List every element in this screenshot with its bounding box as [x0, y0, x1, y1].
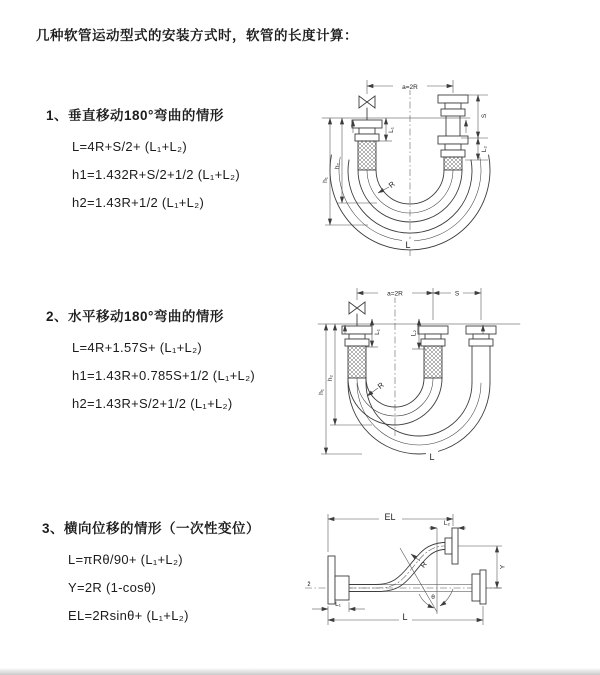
section-1: [46, 104, 240, 217]
section-2-heading: 2、水平移动180°弯曲的情形: [46, 309, 224, 324]
section-3-heading: 3、横向位移的情形（一次性变位）: [42, 521, 261, 536]
formula: h1=1.43R+0.785S+1/2 (L₁+L₂): [72, 368, 256, 383]
dim-label-h1: h₁: [318, 389, 325, 395]
valve-icon: [359, 96, 375, 120]
dim-label-l1: L₁: [374, 329, 381, 335]
diagram-vertical-180-bend: [313, 70, 595, 265]
page-title: 几种软管运动型式的安装方式时，软管的长度计算：: [36, 28, 358, 43]
dim-label-h2: h₂: [327, 374, 334, 382]
formula: EL=2Rsinθ+ (L₁+L₂): [68, 608, 189, 623]
dim-label-l: L: [429, 452, 435, 462]
formula: L=4R+S/2+ (L₁+L₂): [72, 139, 187, 154]
dim-label-l1: L₁: [388, 127, 395, 133]
dim-label-l2: L₂: [410, 329, 418, 337]
formula: Y=2R (1-cosθ): [68, 580, 157, 595]
formula: h1=1.432R+S/2+1/2 (L₁+L₂): [72, 167, 240, 182]
formula: L=πRθ/90+ (L₁+L₂): [68, 552, 183, 567]
section-2-formulas: [72, 334, 255, 418]
section-3-formulas: [68, 546, 260, 630]
dim-label-l: L: [402, 612, 408, 622]
dim-label-theta: θ: [431, 594, 435, 601]
section-1-formulas: [72, 133, 240, 217]
page-bottom-edge: [0, 668, 600, 675]
dimensions: [312, 514, 502, 625]
valve-icon: [349, 302, 365, 326]
dim-label-s: S: [454, 290, 460, 298]
dimensions: [321, 288, 483, 454]
dim-label-l1: L₁: [335, 601, 341, 608]
diagram-horizontal-180-bend: [308, 282, 600, 464]
dim-label-r: R: [386, 179, 397, 190]
dim-label-y: Y: [499, 564, 507, 570]
diagram-lateral-displacement: [298, 503, 590, 645]
dim-label-el: EL: [384, 512, 396, 522]
dim-label-l2: L₂: [481, 145, 488, 153]
section-3: [42, 517, 260, 630]
dim-label-r: R: [375, 380, 386, 391]
axis-mark: z̄: [307, 581, 311, 588]
dim-label-a2r: a=2R: [402, 84, 418, 91]
dim-label-h2: h₂: [334, 162, 341, 170]
dim-label-a2r: a=2R: [387, 290, 403, 298]
formula: h2=1.43R+1/2 (L₁+L₂): [72, 195, 205, 210]
dim-label-l: L: [405, 240, 411, 250]
formula: L=4R+1.57S+ (L₁+L₂): [72, 340, 203, 355]
dim-label-h1: h₁: [322, 177, 329, 183]
dim-label-l2: L₂: [443, 520, 451, 527]
hose-drawing: [322, 95, 490, 250]
formula: h2=1.43R+S/2+1/2 (L₁+L₂): [72, 396, 233, 411]
dim-label-r: R: [418, 559, 429, 570]
dim-label-s: S: [481, 113, 488, 119]
hose-drawing: [328, 528, 486, 604]
section-1-heading: 1、垂直移动180°弯曲的情形: [46, 108, 224, 123]
section-2: [46, 305, 255, 418]
